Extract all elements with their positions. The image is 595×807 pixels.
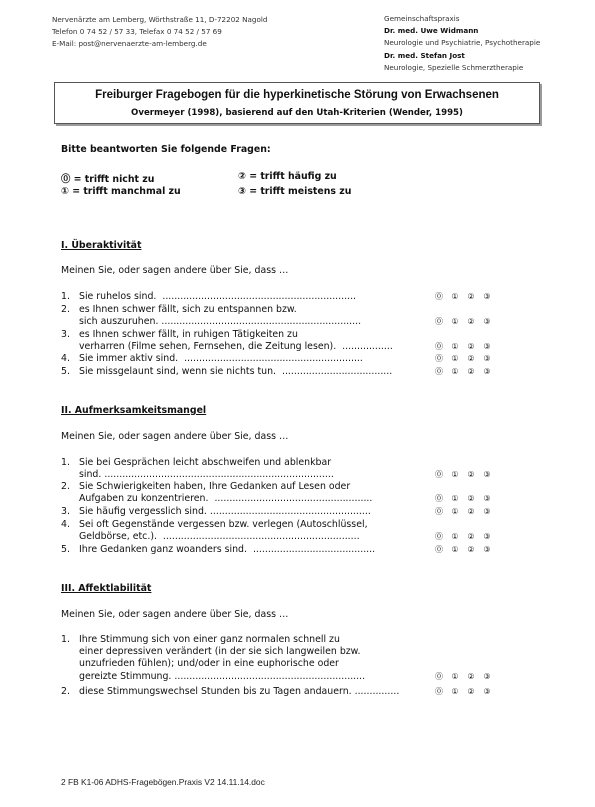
address-line: Nervenärzte am Lemberg, Wörthstraße 11, D-72202 Nagold <box>52 15 268 24</box>
question-item <box>61 634 501 683</box>
answer-option[interactable]: ③ <box>483 532 491 542</box>
practice-doctors <box>384 13 540 74</box>
email-line: E-Mail: post@nervenaerzte-am-lemberg.de <box>52 39 207 48</box>
answer-option[interactable]: ② <box>467 342 475 352</box>
answer-options <box>431 493 495 505</box>
question-number: 3. <box>61 506 70 517</box>
legend-item: ① = trifft manchmal zu <box>61 186 181 197</box>
answer-option[interactable]: ③ <box>483 291 491 301</box>
answer-option[interactable]: ② <box>467 317 475 327</box>
question-number: 2. <box>61 304 70 315</box>
question-item <box>61 544 501 556</box>
answer-option[interactable]: ① <box>451 353 459 363</box>
answer-option[interactable]: ⓪ <box>435 544 443 554</box>
answer-option[interactable]: ② <box>467 544 475 554</box>
doctor-specialty: Neurologie, Spezielle Schmerztherapie <box>384 62 524 72</box>
answer-option[interactable]: ② <box>467 506 475 516</box>
answer-option[interactable]: ⓪ <box>435 317 443 327</box>
question-text: Sie immer aktiv sind. ............................................................ <box>79 353 363 364</box>
answer-option[interactable]: ③ <box>483 342 491 352</box>
footer-filename: 2 FB K1-06 ADHS-Fragebögen.Praxis V2 14.11.14.doc <box>61 777 265 787</box>
doctor-specialty: Neurologie und Psychiatrie, Psychotherapie <box>384 38 541 48</box>
question-item <box>61 304 501 328</box>
section-lead: Meinen Sie, oder sagen andere über Sie, dass … <box>61 431 289 442</box>
answer-option[interactable]: ① <box>451 317 459 327</box>
question-number: 3. <box>61 329 70 340</box>
question-item <box>61 457 501 481</box>
question-item <box>61 686 501 698</box>
legend-item: ② = trifft häufig zu <box>238 171 337 182</box>
answer-option[interactable]: ⓪ <box>435 494 443 504</box>
answer-option[interactable]: ③ <box>483 686 491 696</box>
question-number: 4. <box>61 519 70 530</box>
question-number: 2. <box>61 686 70 697</box>
answer-options <box>431 506 495 518</box>
answer-option[interactable]: ② <box>467 291 475 301</box>
question-number: 2. <box>61 481 70 492</box>
document-title: Freiburger Fragebogen für die hyperkinetische Störung von Erwachsenen <box>95 89 499 101</box>
question-item <box>61 353 501 365</box>
answer-option[interactable]: ⓪ <box>435 686 443 696</box>
answer-option[interactable]: ⓪ <box>435 470 443 480</box>
answer-option[interactable]: ② <box>467 494 475 504</box>
question-text: diese Stimmungswechsel Stunden bis zu Tagen andauern. ............... <box>79 686 400 697</box>
answer-option[interactable]: ① <box>451 671 459 681</box>
phone-line: Telefon 0 74 52 / 57 33, Telefax 0 74 52 / 57 69 <box>52 27 222 36</box>
answer-option[interactable]: ⓪ <box>435 532 443 542</box>
answer-options <box>431 366 495 378</box>
question-item <box>61 519 501 543</box>
question-number: 4. <box>61 353 70 364</box>
question-item <box>61 506 501 518</box>
doctor-name: Dr. med. Stefan Jost <box>384 50 465 60</box>
answer-options <box>431 353 495 365</box>
answer-options <box>431 469 495 481</box>
answer-option[interactable]: ⓪ <box>435 291 443 301</box>
section-title: I. Überaktivität <box>61 240 142 251</box>
answer-option[interactable]: ③ <box>483 494 491 504</box>
question-number: 1. <box>61 457 70 468</box>
answer-option[interactable]: ② <box>467 366 475 376</box>
question-number: 1. <box>61 634 70 645</box>
question-text: Ihre Gedanken ganz woanders sind. ......................................... <box>79 544 376 555</box>
question-number: 1. <box>61 291 70 302</box>
section-lead: Meinen Sie, oder sagen andere über Sie, dass … <box>61 265 289 276</box>
answer-options <box>431 531 495 543</box>
answer-option[interactable]: ① <box>451 366 459 376</box>
question-number: 5. <box>61 366 70 377</box>
answer-option[interactable]: ② <box>467 470 475 480</box>
section-lead: Meinen Sie, oder sagen andere über Sie, dass … <box>61 609 289 620</box>
answer-option[interactable]: ③ <box>483 506 491 516</box>
answer-options <box>431 316 495 328</box>
answer-option[interactable]: ① <box>451 686 459 696</box>
section-title: III. Affektlabilität <box>61 583 152 594</box>
question-text: es Ihnen schwer fällt, in ruhigen Tätigkeiten zu verharren (Filme sehen, Fernsehen, die Zeitung lesen). ................. <box>79 329 393 353</box>
section-title: II. Aufmerksamkeitsmangel <box>61 405 207 416</box>
question-text: Sie häufig vergesslich sind. ...................................................... <box>79 506 371 517</box>
question-item <box>61 366 501 378</box>
answer-option[interactable]: ③ <box>483 671 491 681</box>
answer-option[interactable]: ③ <box>483 470 491 480</box>
answer-options <box>431 671 495 683</box>
practice-address <box>52 14 267 50</box>
answer-option[interactable]: ③ <box>483 544 491 554</box>
title-box <box>54 82 540 124</box>
answer-option[interactable]: ⓪ <box>435 353 443 363</box>
answer-option[interactable]: ② <box>467 671 475 681</box>
document-subtitle: Overmeyer (1998), basierend auf den Utah-Kriterien (Wender, 1995) <box>131 108 463 118</box>
answer-options <box>431 291 495 303</box>
question-text: es Ihnen schwer fällt, sich zu entspannen bzw. sich auszuruhen. ................................................................... <box>79 304 362 328</box>
question-text: Sie bei Gesprächen leicht abschweifen und ablenkbar sind. ............................................................................. <box>79 457 334 481</box>
legend-item: ③ = trifft meistens zu <box>238 186 352 197</box>
answer-option[interactable]: ② <box>467 686 475 696</box>
answer-option[interactable]: ⓪ <box>435 366 443 376</box>
question-item <box>61 329 501 353</box>
answer-option[interactable]: ③ <box>483 366 491 376</box>
practice-name: Gemeinschaftspraxis <box>384 14 460 23</box>
question-number: 5. <box>61 544 70 555</box>
answer-option[interactable]: ① <box>451 342 459 352</box>
answer-option[interactable]: ① <box>451 291 459 301</box>
answer-option[interactable]: ② <box>467 353 475 363</box>
answer-option[interactable]: ③ <box>483 317 491 327</box>
answer-option[interactable]: ⓪ <box>435 506 443 516</box>
answer-option[interactable]: ① <box>451 544 459 554</box>
answer-option[interactable]: ② <box>467 532 475 542</box>
instruction: Bitte beantworten Sie folgende Fragen: <box>61 144 271 155</box>
question-text: Sie missgelaunt sind, wenn sie nichts tun. ..................................... <box>79 366 393 377</box>
answer-option[interactable]: ① <box>451 470 459 480</box>
answer-option[interactable]: ① <box>451 506 459 516</box>
answer-options <box>431 686 495 698</box>
answer-options <box>431 341 495 353</box>
doctor-name: Dr. med. Uwe Widmann <box>384 26 479 36</box>
legend-item: ⓪ = trifft nicht zu <box>61 174 155 185</box>
question-item <box>61 291 501 303</box>
question-text: Ihre Stimmung sich von einer ganz normalen schnell zu einer depressiven verändert (in der sie sich langweilen bzw. unzufrieden fühlen); und/oder in eine euphorische oder gereizte Stimmung. ................................................................ <box>79 634 366 682</box>
question-text: Sei oft Gegenstände vergessen bzw. verlegen (Autoschlüssel, Geldbörse, etc.). .................................................................. <box>79 519 368 543</box>
answer-option[interactable]: ⓪ <box>435 342 443 352</box>
question-text: Sie ruhelos sind. ................................................................. <box>79 291 357 302</box>
answer-option[interactable]: ③ <box>483 353 491 363</box>
question-item <box>61 481 501 505</box>
answer-option[interactable]: ① <box>451 494 459 504</box>
answer-option[interactable]: ⓪ <box>435 671 443 681</box>
question-text: Sie Schwierigkeiten haben, Ihre Gedanken auf Lesen oder Aufgaben zu konzentrieren. ..................................................... <box>79 481 373 505</box>
answer-option[interactable]: ① <box>451 532 459 542</box>
answer-options <box>431 544 495 556</box>
